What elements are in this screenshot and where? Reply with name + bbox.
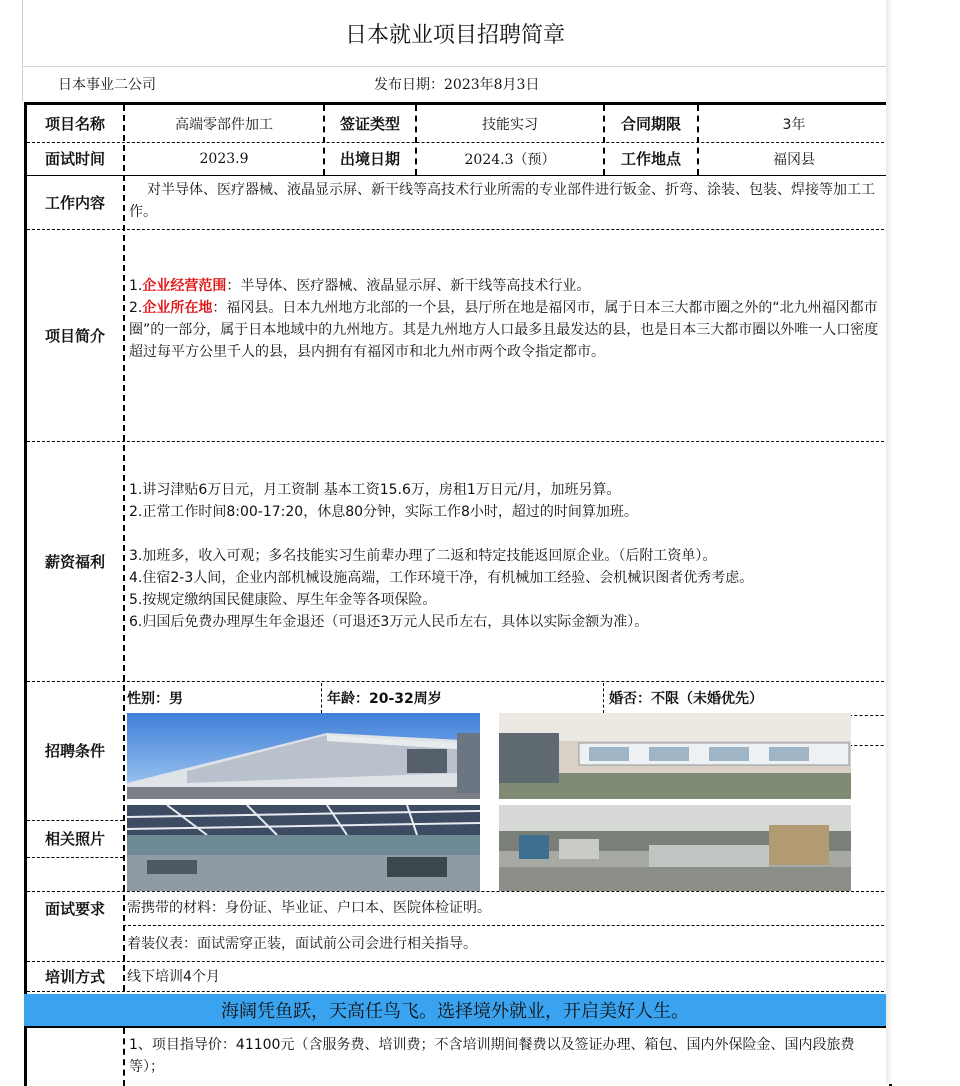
document-title: 日本就业项目招聘简章 <box>22 0 888 67</box>
column-divider <box>123 1028 125 1086</box>
factory-corridor-photo <box>499 713 851 799</box>
intro-location-key: 企业所在地 <box>142 300 213 316</box>
training-text: 线下培训4个月 <box>127 969 220 985</box>
intro-location-text: ：福冈县。日本九州地方北部的一个县，县厅所在地是福冈市，属于日本三大都市圈之外的“北九州福冈都市圈”的一部分，属于日本地域中的九州地方。其是九州地方人口最多且最发达的县，也是日本三大都市圈以外唯一人口密度超过每平方公里千人的县，县内拥有有福冈市和北九州市两个政令指定都市。 <box>129 300 879 360</box>
intro-business-scope-text: ：半导体、医疗器械、液晶显示屏、新干线等高技术行业。 <box>226 278 591 294</box>
interview-dress-code: 着装仪表：面试需穿正装，面试前公司会进行相关指导。 <box>127 936 477 952</box>
factory-exterior-photo <box>127 713 480 799</box>
row-divider <box>27 175 889 176</box>
salary-benefits-list <box>129 479 881 633</box>
workshop-interior-photo <box>499 805 851 891</box>
page-edge-shadow <box>886 0 892 1084</box>
interview-materials: 需携带的材料：身份证、毕业证、户口本、医院体检证明。 <box>127 900 491 916</box>
row-divider <box>27 891 889 892</box>
photos-label: 相关照片 <box>44 830 105 848</box>
marriage-requirement: 婚否：不限（未婚优先） <box>609 691 763 707</box>
publish-date: 发布日期：2023年8月3日 <box>374 77 540 93</box>
project-name-value: 高端零部件加工 <box>175 116 273 133</box>
work-content-text: 对半导体、医疗器械、液晶显示屏、新干线等高技术行业所需的专业部件进行钣金、折弯、涂装、包装、焊接等加工工作。 <box>129 182 875 220</box>
salary-item: 6.归国后免费办理厚生年金退还（可退还3万元人民币左右，具体以实际金额为准）。 <box>129 614 649 630</box>
fee-text: 1、项目指导价：41100元（含服务费、培训费；不含培训期间餐费以及签证办理、箱包、国内外保险金、国内段旅费等）； <box>129 1037 855 1075</box>
warehouse-interior-photo <box>127 805 480 891</box>
project-intro-label: 项目简介 <box>44 326 105 345</box>
row-divider <box>27 961 889 962</box>
gender-requirement: 性别：男 <box>127 691 183 707</box>
project-name-label: 项目名称 <box>44 115 105 133</box>
intro-line-2 <box>129 297 881 363</box>
work-location-label: 工作地点 <box>620 150 681 168</box>
work-content-label: 工作内容 <box>44 193 105 212</box>
info-table <box>24 102 892 1045</box>
salary-item: 1.讲习津贴6万日元，月工资制 基本工资15.6万，房租1万日元/月，加班另算。 <box>129 482 621 498</box>
recruit-conditions-label: 招聘条件 <box>44 742 105 760</box>
salary-item: 2.正常工作时间8:00-17:20，休息80分钟，实际工作8小时，超过的时间算加班。 <box>129 504 638 520</box>
row-divider <box>27 991 889 992</box>
contract-term-label: 合同期限 <box>620 115 681 133</box>
salary-item: 3.加班多，收入可观；多名技能实习生前辈办理了二返和特定技能返回原企业。（后附工资单）。 <box>129 548 717 564</box>
interview-time-value: 2023.9 <box>199 150 249 167</box>
row-divider <box>27 441 889 442</box>
row-divider <box>27 681 889 682</box>
salary-item: 5.按规定缴纳国民健康险、厚生年金等各项保险。 <box>129 592 437 608</box>
visa-type-label: 签证类型 <box>339 115 400 133</box>
company-name: 日本事业二公司 <box>58 77 156 93</box>
row-divider <box>27 857 123 858</box>
interview-req-label: 面试要求 <box>44 899 105 918</box>
row-divider <box>123 925 889 926</box>
column-divider <box>603 683 604 713</box>
interview-time-label: 面试时间 <box>44 150 105 168</box>
project-intro-text <box>129 275 881 363</box>
slogan-banner: 海阔凭鱼跃，天高任鸟飞。选择境外就业，开启美好人生。 <box>24 994 886 1026</box>
intro-line-1 <box>129 275 881 297</box>
column-divider <box>321 683 322 713</box>
row-divider <box>849 715 889 716</box>
salary-benefits-label: 薪资福利 <box>44 552 105 571</box>
training-label: 培训方式 <box>44 967 105 986</box>
age-requirement: 年龄：20-32周岁 <box>327 691 442 707</box>
column-divider <box>123 105 125 991</box>
contract-term-value: 3年 <box>782 116 806 133</box>
intro-line-1-number: 1. <box>129 278 143 294</box>
row-divider <box>849 745 889 746</box>
departure-date-label: 出境日期 <box>339 150 400 168</box>
row-divider <box>27 229 889 230</box>
departure-date-value: 2024.3（预） <box>464 151 556 168</box>
work-location-value: 福冈县 <box>773 151 815 168</box>
intro-business-scope-key: 企业经营范围 <box>142 278 227 294</box>
fee-section <box>24 1026 892 1086</box>
visa-type-value: 技能实习 <box>482 116 538 133</box>
intro-line-2-number: 2. <box>129 300 143 316</box>
salary-item: 4.住宿2-3人间，企业内部机械设施高端，工作环境干净，有机械加工经验、会机械识图者优秀考虑。 <box>129 570 754 586</box>
